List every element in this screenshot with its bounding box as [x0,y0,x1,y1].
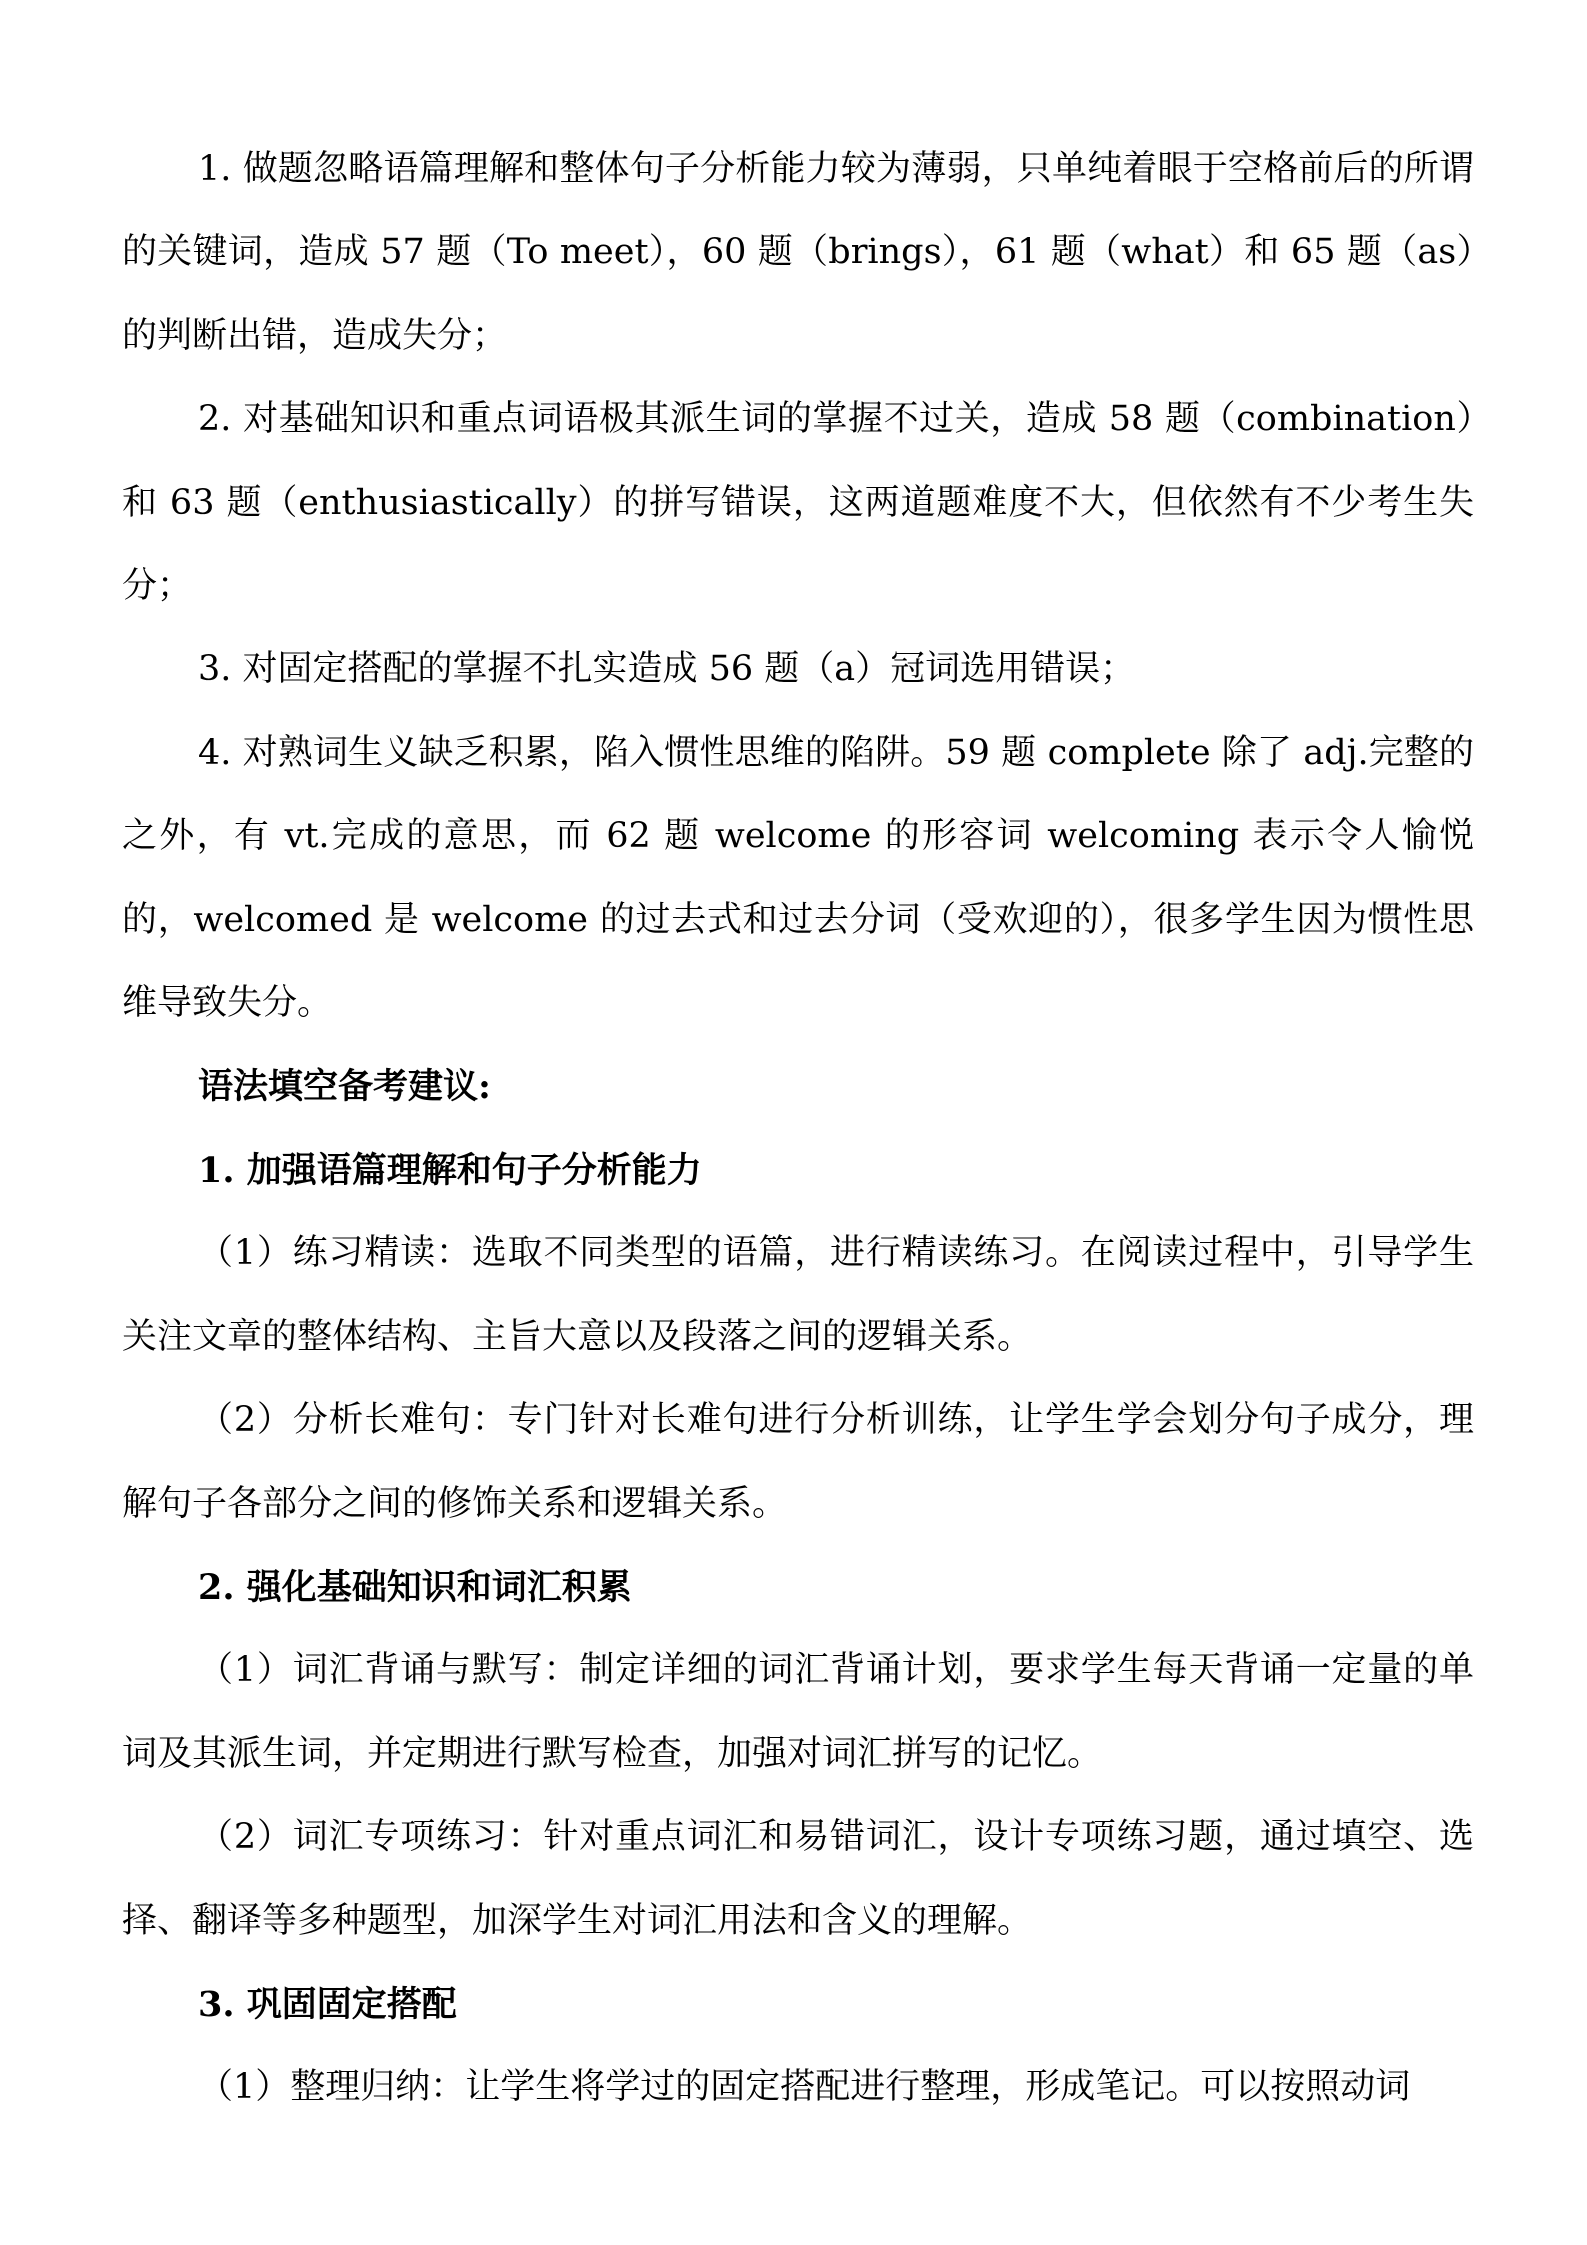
section-1-point-2: （2）分析长难句：专门针对长难句进行分析训练，让学生学会划分句子成分，理解句子各部分之间的修饰关系和逻辑关系。 [122,1400,1474,1524]
section-heading-1: 1. 加强语篇理解和句子分析能力 [198,1149,702,1191]
section-heading-3: 3. 巩固固定搭配 [198,1983,457,2025]
document-body [122,128,1474,2130]
section-2-point-2: （2）词汇专项练习：针对重点词汇和易错词汇，设计专项练习题，通过填空、选择、翻译等多种题型，加深学生对词汇用法和含义的理解。 [122,1817,1474,1941]
section-heading-2: 2. 强化基础知识和词汇积累 [198,1566,632,1608]
analysis-item-2: 2. 对基础知识和重点词语极其派生词的掌握不过关，造成 58 题（combination）和 63 题（enthusiastically）的拼写错误，这两道题难度不大，但依然有不少考生失分； [122,399,1474,607]
section-2-point-1: （1）词汇背诵与默写：制定详细的词汇背诵计划，要求学生每天背诵一定量的单词及其派生词，并定期进行默写检查，加强对词汇拼写的记忆。 [122,1650,1474,1774]
suggestions-title: 语法填空备考建议: [198,1066,491,1108]
analysis-item-1: 1. 做题忽略语篇理解和整体句子分析能力较为薄弱，只单纯着眼于空格前后的所谓的关键词，造成 57 题（To meet），60 题（brings），61 题（what）和 65 题（as）的判断出错，造成失分； [122,149,1474,356]
section-3-point-1: （1）整理归纳：让学生将学过的固定搭配进行整理，形成笔记。可以按照动词 [198,2067,1411,2108]
analysis-item-4: 4. 对熟词生义缺乏积累，陷入惯性思维的陷阱。59 题 complete 除了 adj.完整的之外，有 vt.完成的意思，而 62 题 welcome 的形容词 welcoming 表示令人愉悦的，welcomed 是 welcome 的过去式和过去分词（受欢迎的），很多学生因为惯性思维导致失分。 [122,732,1474,1024]
analysis-item-3: 3. 对固定搭配的掌握不扎实造成 56 题（a）冠词选用错误； [198,649,1136,690]
section-1-point-1: （1）练习精读：选取不同类型的语篇，进行精读练习。在阅读过程中，引导学生关注文章的整体结构、主旨大意以及段落之间的逻辑关系。 [122,1233,1474,1357]
